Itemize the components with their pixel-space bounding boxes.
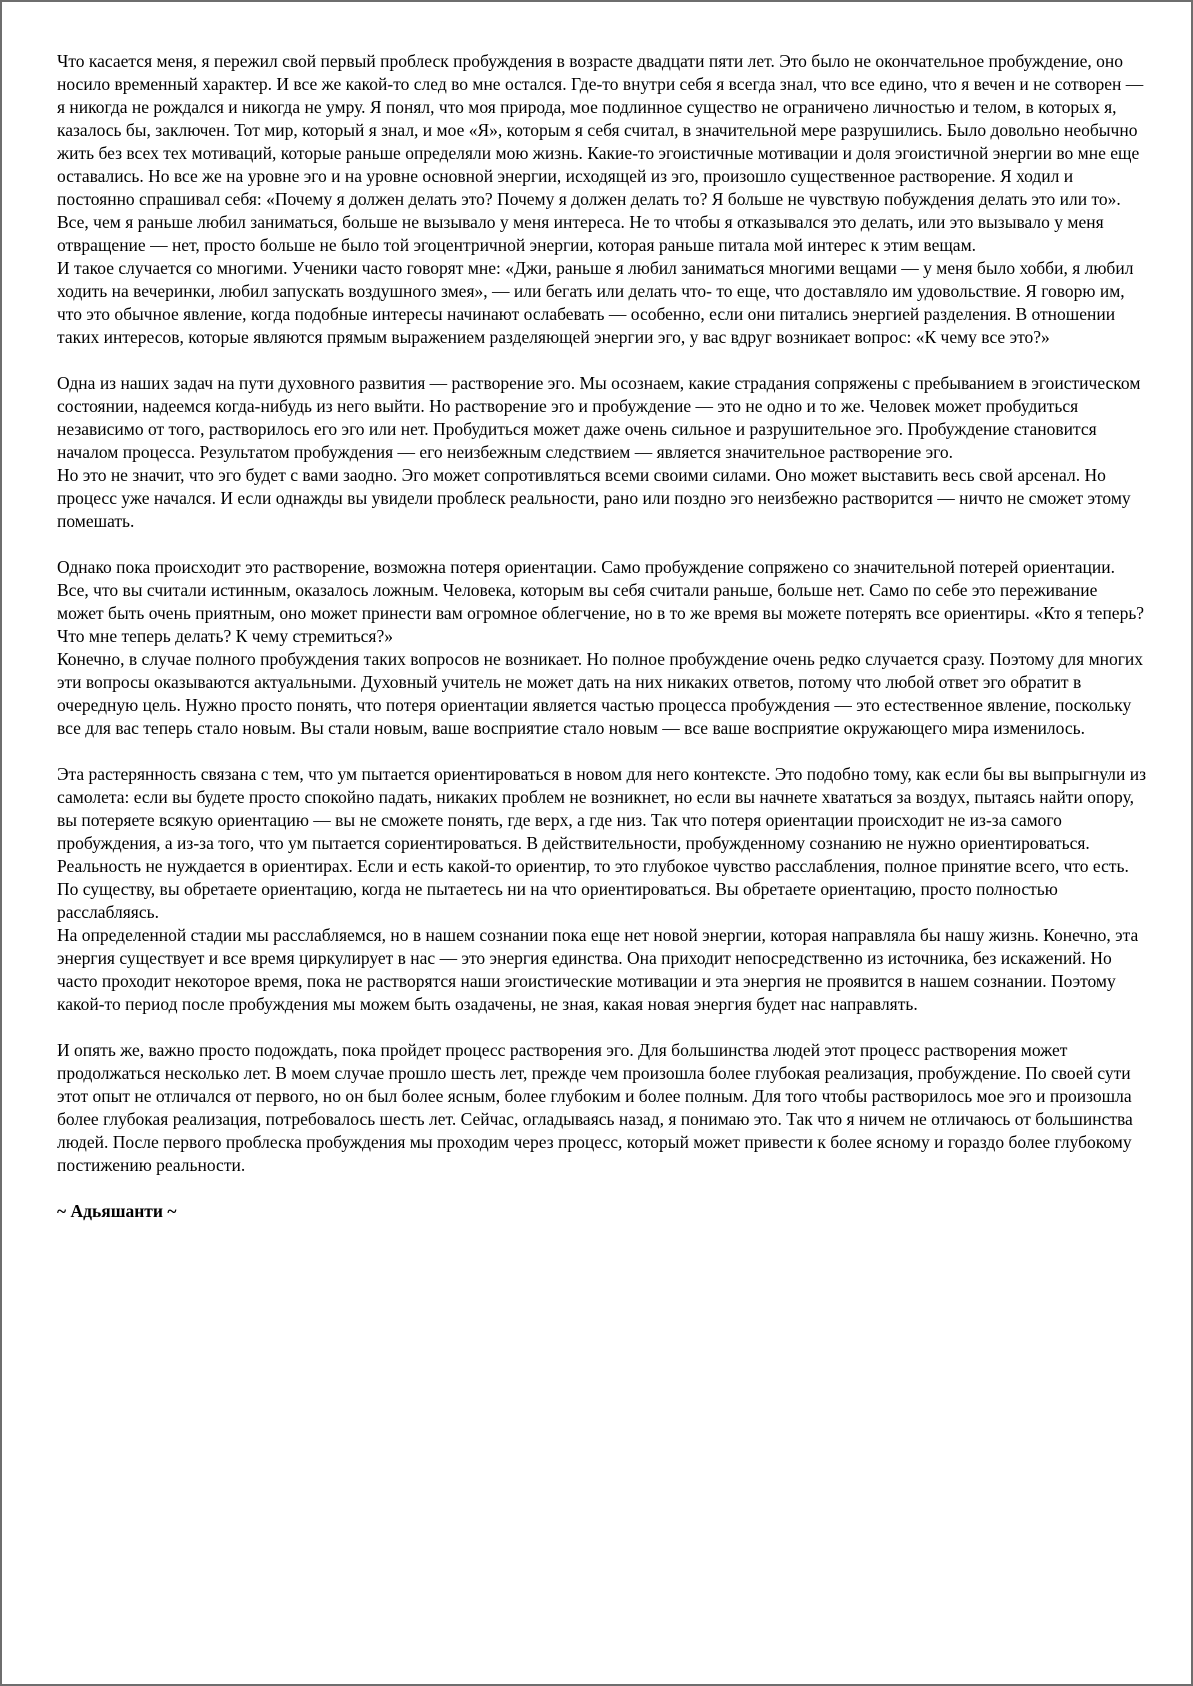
paragraph-3: Одна из наших задач на пути духовного развития — растворение эго. Мы осознаем, какие страдания сопряжены с пребыванием в эгоистическом состоянии, надеемся когда-нибудь из него выйти. Но растворение эго и пробуждение — это не одно и то же. Человек может пробудиться независимо от того, растворилось его эго или нет. Пробудиться может даже очень сильное и разрушительное эго. Пробуждение становится началом процесса. Результатом пробуждения — его неизбежным следствием — является значительное растворение эго. — [57, 373, 1141, 462]
document-body — [2, 2, 1191, 1223]
paragraph-7: Эта растерянность связана с тем, что ум пытается ориентироваться в новом для него контексте. Это подобно тому, как если бы вы выпрыгнули из самолета: если вы будете просто спокойно падать, никаких проблем не возникнет, но если вы начнете хвататься за воздух, пытаясь найти опору, вы потеряете всякую ориентацию — вы не сможете понять, где верх, а где низ. Так что потеря ориентации происходит не из-за самого пробуждения, а из-за того, что ум пытается сориентироваться. В действительности, пробужденному сознанию не нужно ориентироваться. Реальность не нуждается в ориентирах. Если и есть какой-то ориентир, то это глубокое чувство расслабления, полное принятие всего, что есть. По существу, вы обретаете ориентацию, когда не пытаетесь ни на что ориентироваться. Вы обретаете ориентацию, просто полностью расслабляясь. — [57, 764, 1147, 922]
paragraph-2: И такое случается со многими. Ученики часто говорят мне: «Джи, раньше я любил заниматься многими вещами — у меня было хобби, я любил ходить на вечеринки, любил запускать воздушного змея», — или бегать или делать что- то еще, что доставляло им удовольствие. Я говорю им, что это обычное явление, когда подобные интересы начинают ослабевать — особенно, если они питались энергией разделения. В отношении таких интересов, которые являются прямым выражением разделяющей энергии эго, у вас вдруг возникает вопрос: «К чему все это?» — [57, 258, 1134, 347]
author-signature: ~ Адьяшанти ~ — [57, 1201, 177, 1221]
paragraph-1: Что касается меня, я пережил свой первый проблеск пробуждения в возрасте двадцати пяти лет. Это было не окончательное пробуждение, оно носило временный характер. И все же какой-то след во мне остался. Где-то внутри себя я всегда знал, что все едино, что я вечен и не сотворен — я никогда не рождался и никогда не умру. Я понял, что моя природа, мое подлинное существо не ограничено личностью и телом, в которых я, казалось бы, заключен. Тот мир, который я знал, и мое «Я», которым я себя считал, в значительной мере разрушились. Было довольно необычно жить без всех тех мотиваций, которые раньше определяли мою жизнь. Какие-то эгоистичные мотивации и доля эгоистичной энергии во мне еще оставались. Но все же на уровне эго и на уровне основной энергии, исходящей из эго, произошло существенное растворение. Я ходил и постоянно спрашивал себя: «Почему я должен делать это? Почему я должен делать то? Я больше не чувствую побуждения делать это или то». Все, чем я раньше любил заниматься, больше не вызывало у меня интереса. Не то чтобы я отказывался это делать, или это вызывало у меня отвращение — нет, просто больше не было той эгоцентричной энергии, которая раньше питала мой интерес к этим вещам. — [57, 51, 1144, 255]
paragraph-9: И опять же, важно просто подождать, пока пройдет процесс растворения эго. Для большинства людей этот процесс растворения может продолжаться несколько лет. В моем случае прошло шесть лет, прежде чем произошла более глубокая реализация, пробуждение. По своей сути этот опыт не отличался от первого, но он был более ясным, более глубоким и более полным. Для того чтобы растворилось мое эго и произошла более глубокая реализация, потребовалось шесть лет. Сейчас, огладываясь назад, я понимаю это. Так что я ничем не отличаюсь от большинства людей. После первого проблеска пробуждения мы проходим через процесс, который может привести к более ясному и гораздо более глубокому постижению реальности. — [57, 1040, 1133, 1175]
paragraph-5: Однако пока происходит это растворение, возможна потеря ориентации. Само пробуждение сопряжено со значительной потерей ориентации. Все, что вы считали истинным, оказалось ложным. Человека, которым вы себя считали раньше, больше нет. Само по себе это переживание может быть очень приятным, оно может принести вам огромное облегчение, но в то же время вы можете потерять все ориентиры. «Кто я теперь? Что мне теперь делать? К чему стремиться?» — [57, 557, 1145, 646]
paragraph-8: На определенной стадии мы расслабляемся, но в нашем сознании пока еще нет новой энергии, которая направляла бы нашу жизнь. Конечно, эта энергия существует и все время циркулирует в нас — это энергия единства. Она приходит непосредственно из источника, без искажений. Но часто проходит некоторое время, пока не растворятся наши эгоистические мотивации и эта энергия не проявится в нашем сознании. Поэтому какой-то период после пробуждения мы можем быть озадачены, не зная, какая новая энергия будет нас направлять. — [57, 925, 1139, 1014]
paragraph-6: Конечно, в случае полного пробуждения таких вопросов не возникает. Но полное пробуждение очень редко случается сразу. Поэтому для многих эти вопросы оказываются актуальными. Духовный учитель не может дать на них никаких ответов, потому что любой ответ эго обратит в очередную цель. Нужно просто понять, что потеря ориентации является частью процесса пробуждения — это естественное явление, поскольку все для вас теперь стало новым. Вы стали новым, ваше восприятие стало новым — все ваше восприятие окружающего мира изменилось. — [57, 649, 1144, 738]
paragraph-4: Но это не значит, что эго будет с вами заодно. Эго может сопротивляться всеми своими силами. Оно может выставить весь свой арсенал. Но процесс уже начался. И если однажды вы увидели проблеск реальности, рано или поздно эго неизбежно растворится — ничто не сможет этому помешать. — [57, 465, 1131, 531]
